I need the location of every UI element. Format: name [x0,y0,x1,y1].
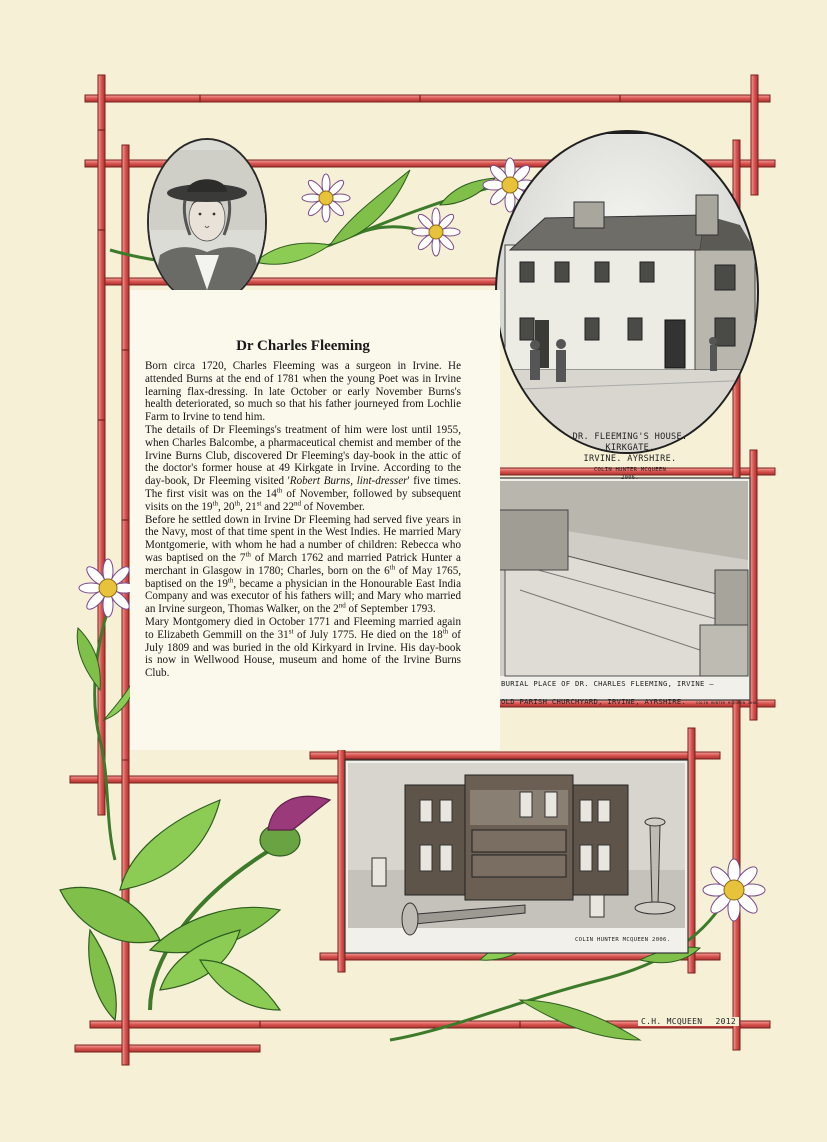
text-run: Born circa 1720, Charles Fleeming was a surgeon in Irvine. He attended Burns at the end of 1781 when the young Poet was in Irvine learning flax-dressing. In late October or early November Burns's health deteriorated, so much so that his father journeyed from Lochlie Farm to Irvine to tend him. [145,360,461,424]
ordinal-suffix: th [276,486,283,495]
signature-name: C.H. MCQUEEN [641,1017,703,1026]
article-body [145,360,461,680]
article-paragraph-1 [145,360,461,424]
house-caption-year: 2006. [620,475,640,481]
ordinal-suffix: th [442,627,449,636]
medicine-chest-sketch [345,760,688,953]
text-run: The details of Dr Fleemings's treatment of him were lost until 1955, when Charles Balcombe, a pharmaceutical chemist and member of the Irvine Burns Club, discovered Dr Fleeming's day-book in the attic of the doctor's former house at 49 Kirkgate in Irvine. According to the day-book, Dr Fleeming visited ' [145,423,461,488]
house-caption-line3: IRVINE. AYRSHIRE. [583,454,677,464]
ordinal-suffix: th [389,563,396,572]
text-run: of July 1809 and was buried in the old Kirkyard in Irvine. His day-book is now in Wellwood House, museum and home of the Irvine Burns Club. [145,628,461,680]
text-run: ' five times. The first visit was on the 14 [145,475,461,500]
house-caption-line2: KIRKGATE. [605,443,655,453]
article-paragraph-4 [145,616,461,680]
burial-caption [501,679,761,708]
ordinal-suffix: th [212,499,218,508]
text-run: , 20 [217,500,235,513]
article-title: Dr Charles Fleeming [236,338,370,354]
quoted-text: Robert Burns, lint-dresser [289,475,408,488]
burial-place-sketch [495,478,750,700]
article-paragraph-2 [145,424,461,514]
portrait-of-robert-burns [147,138,267,306]
text-run: of March 1762 and married Patrick Hunter a merchant in Glasgow in 1780; Charles, born on the 6 [145,551,461,577]
chest-caption: COLIN HUNTER MCQUEEN 2006. [575,937,671,943]
ordinal-suffix: st [256,499,262,508]
ordinal-suffix: st [288,627,294,636]
text-run: of July 1775. He died on the 18 [293,628,443,641]
article-paragraph-3 [145,514,461,616]
house-caption [570,432,690,482]
house-caption-line1: DR. FLEEMING'S HOUSE. [572,432,688,442]
signature-year: 2012 [715,1017,736,1026]
artist-signature [638,1017,739,1026]
ordinal-suffix: th [234,499,241,508]
text-run: of May 1765, baptised on the 19 [145,564,462,590]
text-run: Mary Montgomery died in October 1771 and Fleeming married again to Elizabeth Gemmill on the 31 [145,615,461,641]
ordinal-suffix: th [245,550,251,559]
house-caption-credit: COLIN HUNTER MCQUEEN [593,467,667,473]
text-run: of November, followed by subsequent visits on the 19 [145,487,461,513]
house-sketch [495,130,759,454]
text-run: of November. [301,500,365,513]
ordinal-suffix: nd [294,499,302,508]
text-run: and 22 [261,500,295,513]
text-run: , 21 [240,500,257,513]
text-run: Before he settled down in Irvine Dr Fleeming had served five years in the Navy, most of that time spent in the West Indies. He married Mary Montgomerie, with whom he had a number of children: Rebecca who was baptised on the 7 [145,513,461,564]
burial-caption-credit: COLIN HUNTER MCQUEEN 2006. [696,701,761,705]
burial-caption-line1: BURIAL PLACE OF DR. CHARLES FLEEMING, IRVINE — [501,679,714,688]
text-run: , became a physician in the Honourable East India Company and was executor of his fathers will; and Mary who married an Irvine surgeon, Thomas Walker, on the 2 [145,577,461,616]
ordinal-suffix: th [227,575,234,584]
text-run: of September 1793. [345,603,436,616]
burial-caption-line2: OLD PARISH CHURCHYARD, IRVINE, AYRSHIRE. [501,697,687,706]
thistle [60,796,330,1020]
ordinal-suffix: nd [338,601,346,610]
